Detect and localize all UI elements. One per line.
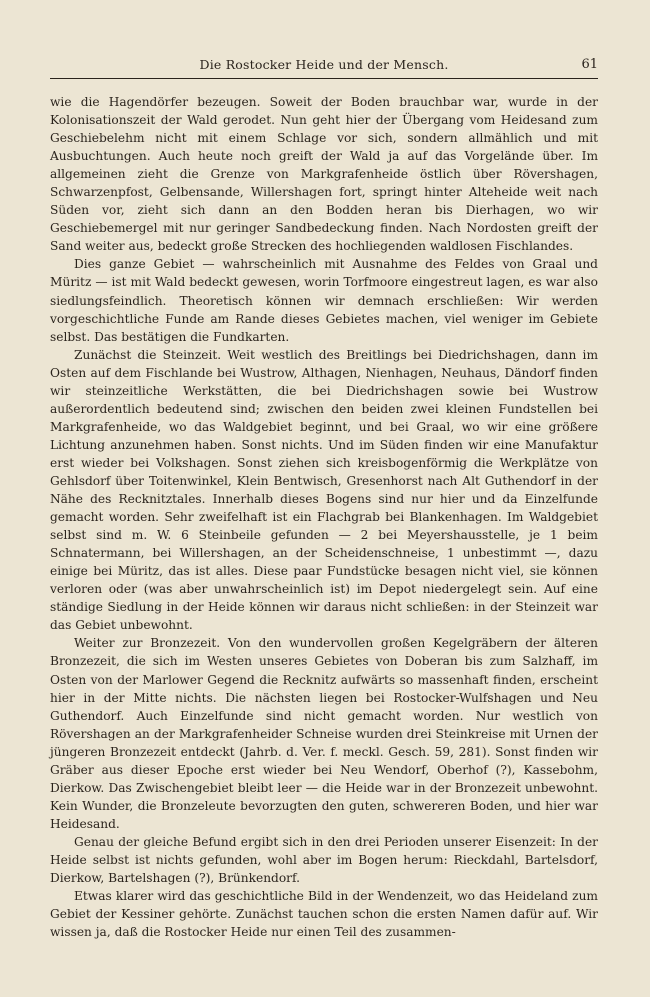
paragraph-2: Dies ganze Gebiet — wahrscheinlich mit Ausnahme des Feldes von Graal und Müritz — ist mit Wald bedeckt gewesen, worin Torfmoore eingestreut lagen, es war also siedlungsfeindlich. Theoretisch können wir demnach erschließen: Wir werden vorgeschichtliche Funde am Rande dieses Gebietes machen, viel weniger im Gebiete selbst. Das bestätigen die Fundkarten. bbox=[50, 257, 598, 344]
paragraph-4: Weiter zur Bronzezeit. Von den wundervollen großen Kegelgräbern der älteren Bronzezeit, die sich im Westen unseres Gebietes von Doberan bis zum Salzhaff, im Osten von der Marlower Gegend die Recknitz aufwärts so massenhaft finden, erscheint hier in der Mitte nichts. Die nächsten liegen bei Rostocker-Wulfshagen und Neu Guthendorf. Auch Einzelfunde sind nicht gemacht worden. Nur westlich von Rövershagen an der Markgrafenheider Schneise wurden drei Steinkreise mit Urnen der jüngeren Bronzezeit entdeckt (Jahrb. d. Ver. f. meckl. Gesch. 59, 281). Sonst finden wir Gräber aus dieser Epoche erst wieder bei Neu Wendorf, Oberhof (?), Kassebohm, Dierkow. Das Zwischengebiet bleibt leer — die Heide war in der Bronzezeit unbewohnt. Kein Wunder, die Bronzeleute bevorzugten den guten, schwereren Boden, und hier war Heidesand. bbox=[50, 636, 598, 831]
paragraph-1: wie die Hagendörfer bezeugen. Soweit der Boden brauchbar war, wurde in der Kolonisationszeit der Wald gerodet. Nun geht hier der Übergang vom Heidesand zum Geschiebelehm nicht mit einem Schlage vor sich, sondern allmählich und mit Ausbuchtungen. Auch heute noch greift der Wald ja auf das Vorgelände über. Im allgemeinen zieht die Grenze von Markgrafenheide östlich über Rövershagen, Schwarzenpfost, Gelbensande, Willershagen fort, springt hinter Alteheide weit nach Süden vor, zieht sich dann an den Bodden heran bis Dierhagen, wo wir Geschiebemergel mit nur geringer Sandbedeckung finden. Nach Nordosten greift der Sand weiter aus, bedeckt große Strecken des hochliegenden waldlosen Fischlandes. bbox=[50, 95, 598, 254]
paragraph-3: Zunächst die Steinzeit. Weit westlich des Breitlings bei Diedrichshagen, dann im Osten auf dem Fischlande bei Wustrow, Althagen, Nienhagen, Neuhaus, Dändorf finden wir steinzeitliche Werkstätten, die bei Diedrichshagen sowie bei Wustrow außerordentlich bedeutend sind; zwischen den beiden zwei kleinen Fundstellen bei Markgrafenheide, wo das Waldgebiet beginnt, und bei Graal, wo wir eine größere Lichtung anzunehmen haben. Sonst nichts. Und im Süden finden wir eine Manufaktur erst wieder bei Volkshagen. Sonst ziehen sich kreisbogenförmig die Werkplätze von Gehlsdorf über Toitenwinkel, Klein Bentwisch, Gresenhorst nach Alt Guthendorf in der Nähe des Recknitztales. Innerhalb dieses Bogens sind nur hier und da Einzelfunde gemacht worden. Sehr zweifelhaft ist ein Flachgrab bei Blankenhagen. Im Waldgebiet selbst sind m. W. 6 Steinbeile gefunden — 2 bei Meyershausstelle, je 1 beim Schnatermann, bei Willershagen, an der Scheidenschneise, 1 unbestimmt —, dazu einige bei Müritz, das ist alles. Diese paar Fundstücke besagen nicht viel, sie können verloren oder (was aber unwahrscheinlich ist) im Depot niedergelegt sein. Auf eine ständige Siedlung in der Heide können wir daraus nicht schließen: in der Steinzeit war das Gebiet unbewohnt. bbox=[50, 347, 598, 633]
page-header bbox=[50, 52, 598, 79]
page-number: 61 bbox=[581, 57, 598, 72]
body-text bbox=[50, 93, 598, 941]
paragraph-5: Genau der gleiche Befund ergibt sich in den drei Perioden unserer Eisenzeit: In der Heide selbst ist nichts gefunden, wohl aber im Bogen herum: Rieckdahl, Bartelsdorf, Dierkow, Bartelshagen (?), Brünkendorf. bbox=[50, 834, 598, 886]
running-head: Die Rostocker Heide und der Mensch. bbox=[199, 57, 449, 72]
paragraph-6: Etwas klarer wird das geschichtliche Bild in der Wendenzeit, wo das Heideland zum Gebiet der Kessiner gehörte. Zunächst tauchen schon die ersten Namen dafür auf. Wir wissen ja, daß die Rostocker Heide nur einen Teil des zusammen- bbox=[50, 889, 598, 940]
